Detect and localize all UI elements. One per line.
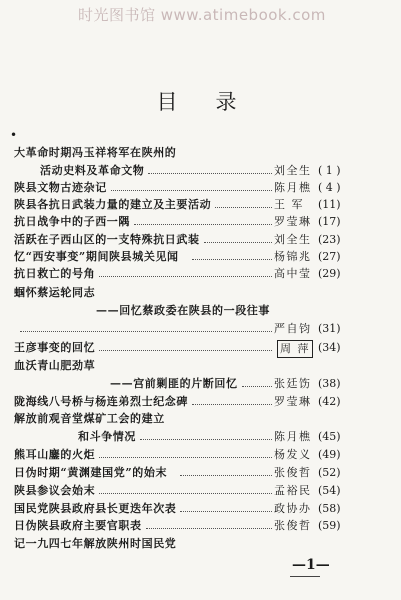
toc-entry-title: 陕县各抗日武装力量的建立及主要活动 <box>14 198 212 211</box>
page-title: 目录 <box>156 90 275 114</box>
toc-entry-page: (34) <box>318 341 341 354</box>
toc-entry-page: ( 1 ) <box>318 164 341 177</box>
toc-leader-dots <box>134 214 272 225</box>
toc-entry <box>0 214 401 230</box>
toc-entry-title: 王彦事变的回忆 <box>14 341 96 354</box>
toc-entry <box>0 249 401 265</box>
toc-entry-title: 活跃在子西山区的一支特殊抗日武装 <box>14 233 200 246</box>
toc-entry-author: 杨发义 <box>274 448 312 461</box>
toc-entry-author: 刘全生 <box>274 164 312 177</box>
toc-entry-title: 国民党陕县政府县长更迭年次表 <box>14 502 177 515</box>
toc-entry-author: 周 萍 <box>277 340 313 358</box>
toc-entry-page: (58) <box>318 502 341 515</box>
toc-entry <box>0 518 401 534</box>
toc-entry-page: (49) <box>318 448 341 461</box>
toc-entry-title: ——回忆蔡政委在陕县的一段往事 <box>96 304 270 317</box>
toc-entry-page: (45) <box>318 430 341 443</box>
toc-leader-dots <box>99 266 272 277</box>
toc-entry-author: 陈月樵 <box>274 430 312 443</box>
toc-entry-author: 王 军 <box>274 198 304 211</box>
toc-entry-author: 孟裕民 <box>274 484 312 497</box>
toc-leader-dots <box>99 447 272 458</box>
toc-entry-author: 张廷饬 <box>274 377 312 390</box>
toc-leader-dots <box>20 321 272 332</box>
toc-entry <box>0 447 401 463</box>
toc-entry-title: 血沃青山肥劲草 <box>14 359 96 372</box>
toc-entry <box>0 266 401 282</box>
toc-leader-dots <box>99 483 272 494</box>
toc-leader-dots <box>99 340 272 351</box>
toc-entry-page: (59) <box>318 519 341 532</box>
toc-entry <box>0 285 401 301</box>
toc-entry-title: 解放前观音堂煤矿工会的建立 <box>14 412 165 425</box>
toc-entry-page: (11) <box>318 198 341 211</box>
toc-entry-title: 日伪时期“黄渊建国党”的始末 <box>14 466 168 479</box>
toc-leader-dots <box>242 376 272 387</box>
toc-entry-author: 刘全生 <box>274 233 312 246</box>
toc-entry-author: 政协办 <box>274 502 312 515</box>
toc-entry-title: 抗日救亡的号角 <box>14 267 96 280</box>
toc-entry-author: 罗莹琳 <box>274 215 312 228</box>
toc-entry <box>0 411 401 427</box>
toc-entry-title: 陇海线八号桥与杨连弟烈士纪念碑 <box>14 395 188 408</box>
toc-leader-dots <box>111 180 272 191</box>
toc-entry-title: 陕县文物古迹杂记 <box>14 181 107 194</box>
toc-entry-title: 日伪陕县政府主要官职表 <box>14 519 142 532</box>
toc-leader-dots <box>192 394 272 405</box>
toc-entry-author: 张俊哲 <box>274 519 312 532</box>
toc-entry <box>0 163 401 179</box>
toc-entry-author: 严自钧 <box>274 322 312 335</box>
toc-entry <box>0 180 401 196</box>
bullet-mark: • <box>10 128 18 142</box>
toc-entry-title: 蝈怀蔡运轮同志 <box>14 286 96 299</box>
toc-entry-page: (31) <box>318 322 341 335</box>
toc-leader-dots <box>146 518 272 529</box>
toc-entry <box>0 321 401 337</box>
toc-entry-author: 罗莹琳 <box>274 395 312 408</box>
page-number: —1— <box>292 557 330 573</box>
toc-entry-page: (54) <box>318 484 341 497</box>
toc-leader-dots <box>215 197 272 208</box>
toc-entry <box>0 358 401 374</box>
toc-entry-title: 活动史料及革命文物 <box>40 164 145 177</box>
toc-leader-dots <box>140 429 272 440</box>
toc-entry <box>0 465 401 481</box>
toc-entry-page: (52) <box>318 466 341 479</box>
toc-entry-title: 陕县参议会始末 <box>14 484 96 497</box>
toc-entry <box>0 340 401 356</box>
toc-entry-title: 记一九四七年解放陕州时国民党 <box>14 537 177 550</box>
toc-entry-page: (42) <box>318 395 341 408</box>
toc-entry-page: (23) <box>318 233 341 246</box>
toc-leader-dots <box>180 501 272 512</box>
toc-entry <box>0 536 401 552</box>
toc-entry <box>0 376 401 392</box>
toc-entry-title: 大革命时期冯玉祥将军在陕州的 <box>14 146 177 159</box>
toc-entry-page: (29) <box>318 267 341 280</box>
toc-entry-title: 熊耳山鏖的火炬 <box>14 448 96 461</box>
toc-entry <box>0 483 401 499</box>
toc-entry <box>0 303 401 319</box>
toc-entry-title: 忆“西安事变”期间陕县城关见闻 <box>14 250 179 263</box>
toc-entry-page: (38) <box>318 377 341 390</box>
toc-leader-dots <box>192 249 272 260</box>
toc-entry <box>0 145 401 161</box>
toc-leader-dots <box>180 465 272 476</box>
toc-entry-title: ——宫前剿匪的片断回忆 <box>110 377 238 390</box>
toc-entry-title: 抗日战争中的子西一隅 <box>14 215 130 228</box>
toc-leader-dots <box>148 163 272 174</box>
toc-entry-page: (17) <box>318 215 341 228</box>
toc-entry-author: 高中莹 <box>274 267 312 280</box>
toc-entry-author: 杨锦兆 <box>274 250 312 263</box>
toc-entry <box>0 501 401 517</box>
toc-leader-dots <box>204 232 272 243</box>
toc-entry <box>0 197 401 213</box>
page-number-rule <box>290 576 320 577</box>
toc-entry-author: 陈月樵 <box>274 181 312 194</box>
toc-entry <box>0 232 401 248</box>
toc-entry <box>0 429 401 445</box>
toc-entry <box>0 394 401 410</box>
toc-entry-author: 张俊哲 <box>274 466 312 479</box>
watermark-text: 时光图书馆 www.atimebook.com <box>78 6 326 24</box>
toc-entry-page: ( 4 ) <box>318 181 341 194</box>
toc-entry-page: (27) <box>318 250 341 263</box>
toc-entry-title: 和斗争情况 <box>78 430 136 443</box>
